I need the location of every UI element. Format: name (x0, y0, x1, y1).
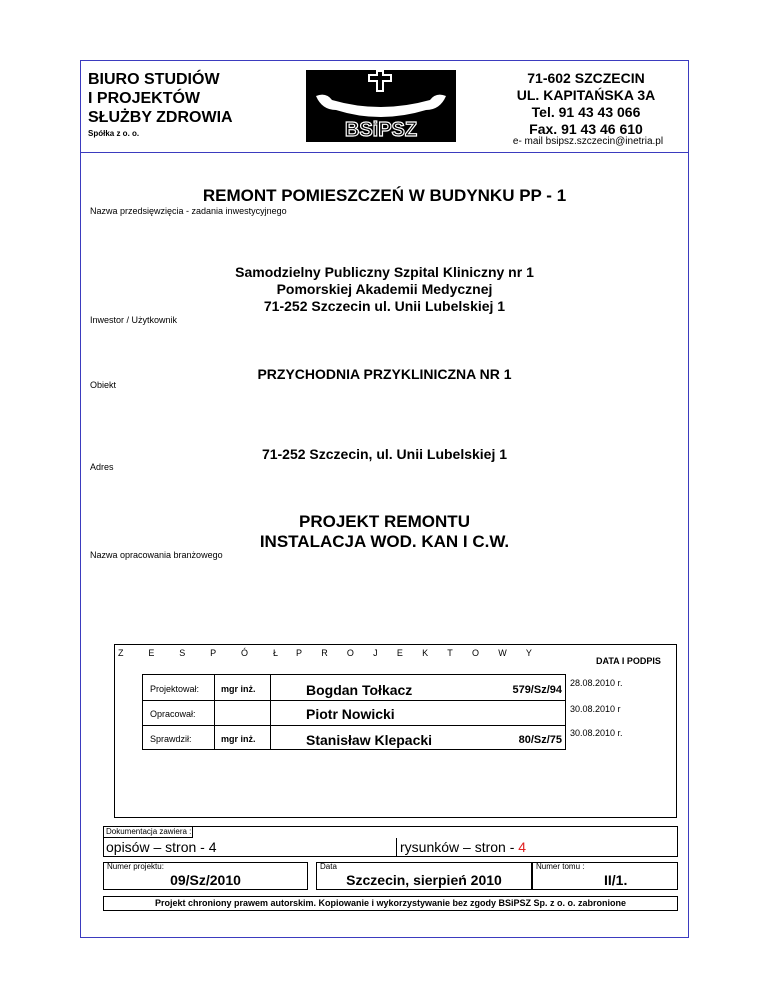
documentation-label: Dokumentacja zawiera : (106, 827, 192, 836)
descriptions-number: 4 (208, 839, 217, 855)
company-email: e- mail bsipsz.szczecin@inetria.pl (512, 136, 664, 147)
object-name: PRZYCHODNIA PRZYKLINICZNA NR 1 (257, 366, 512, 382)
header-divider (80, 152, 689, 153)
copyright-notice: Projekt chroniony prawem autorskim. Kopiowanie i wykorzystywanie bez zgody BSiPSZ Sp. z o. o. zabronione (103, 896, 678, 911)
project-number: 09/Sz/2010 (170, 872, 241, 888)
sign-date: 28.08.2010 r. (570, 678, 623, 688)
descriptions-prefix: opisów – stron - (106, 839, 209, 855)
project-number-label: Numer projektu: (107, 862, 164, 871)
drawings-number: 4 (518, 839, 527, 855)
heading-letter: W (498, 648, 507, 658)
documentation-divider (396, 838, 397, 857)
study-line-2: INSTALACJA WOD. KAN I C.W. (259, 532, 510, 551)
descriptions-count (106, 839, 217, 855)
object-label: Obiekt (90, 380, 117, 390)
sign-date: 30.08.2010 r. (570, 728, 623, 738)
heading-letter: Ł (272, 648, 278, 658)
study-name (80, 512, 689, 552)
role-label: Projektował: (150, 684, 200, 694)
heading-letter: R (321, 648, 328, 658)
team-row-divider (142, 725, 566, 726)
person-name: Stanisław Klepacki (306, 732, 433, 748)
investor (80, 264, 689, 315)
team-col-divider (270, 674, 271, 750)
heading-letter: P (210, 648, 217, 658)
heading-letter: S (179, 648, 186, 658)
heading-letter: P (296, 648, 303, 658)
company-subtitle: Spółka z o. o. (88, 129, 140, 138)
project-title-label: Nazwa przedsięwzięcia - zadania inwestycyjnego (90, 206, 287, 216)
person-name: Piotr Nowicki (306, 706, 395, 722)
heading-letter: O (471, 648, 479, 658)
drawings-count (400, 839, 526, 855)
team-row-divider (142, 700, 566, 701)
address-street: UL. KAPITAŃSKA 3A (516, 87, 656, 103)
logo-emblem-icon (306, 70, 456, 142)
drawings-prefix: rysunków – stron - (400, 839, 519, 855)
address-phone: Tel. 91 43 43 066 (531, 104, 641, 120)
volume-number: II/1. (604, 872, 628, 888)
investor-line-3: 71-252 Szczecin ul. Unii Lubelskiej 1 (263, 298, 506, 314)
project-title: REMONT POMIESZCZEŃ W BUDYNKU PP - 1 (202, 186, 567, 205)
team-col-divider (214, 674, 215, 750)
heading-letter: O (346, 648, 354, 658)
date-signature-heading: DATA I PODPIS (596, 656, 661, 666)
address-fax: Fax. 91 43 46 610 (529, 121, 643, 137)
company-line-3: SŁUŻBY ZDROWIA (88, 109, 233, 126)
team-heading-left (118, 648, 278, 658)
company-name (88, 70, 233, 127)
investor-line-2: Pomorskiej Akademii Medycznej (276, 281, 493, 297)
heading-letter: Y (525, 648, 532, 658)
company-logo (306, 70, 456, 142)
investor-label: Inwestor / Użytkownik (90, 315, 178, 325)
heading-letter: J (373, 648, 378, 658)
license-number: 579/Sz/94 (512, 684, 562, 696)
address-label: Adres (90, 462, 114, 472)
company-address (486, 70, 686, 138)
license-number: 80/Sz/75 (518, 734, 562, 746)
heading-letter: K (422, 648, 429, 658)
role-label: Opracował: (150, 709, 196, 719)
heading-letter: E (148, 648, 155, 658)
role-label: Sprawdził: (150, 734, 192, 744)
date-label: Data (320, 862, 337, 871)
volume-label: Numer tomu : (536, 862, 585, 871)
investor-line-1: Samodzielny Publiczny Szpital Kliniczny nr 1 (235, 264, 534, 280)
heading-letter: T (447, 648, 453, 658)
sign-date: 30.08.2010 r (570, 704, 621, 714)
heading-letter: Z (118, 648, 124, 658)
team-heading-right (296, 648, 532, 658)
object-address: 71-252 Szczecin, ul. Unii Lubelskiej 1 (261, 446, 508, 462)
heading-letter: Ó (241, 648, 249, 658)
address-city: 71-602 SZCZECIN (527, 70, 645, 86)
person-name: Bogdan Tołkacz (306, 682, 413, 698)
heading-letter: E (396, 648, 403, 658)
study-line-1: PROJEKT REMONTU (299, 512, 470, 531)
company-line-1: BIURO STUDIÓW (88, 71, 220, 88)
degree-title: mgr inż. (221, 684, 256, 694)
study-label: Nazwa opracowania branżowego (90, 550, 223, 560)
date-value: Szczecin, sierpień 2010 (346, 872, 502, 888)
degree-title: mgr inż. (221, 734, 256, 744)
company-line-2: I PROJEKTÓW (88, 90, 201, 107)
logo-text: BSiPSZ (344, 119, 418, 141)
